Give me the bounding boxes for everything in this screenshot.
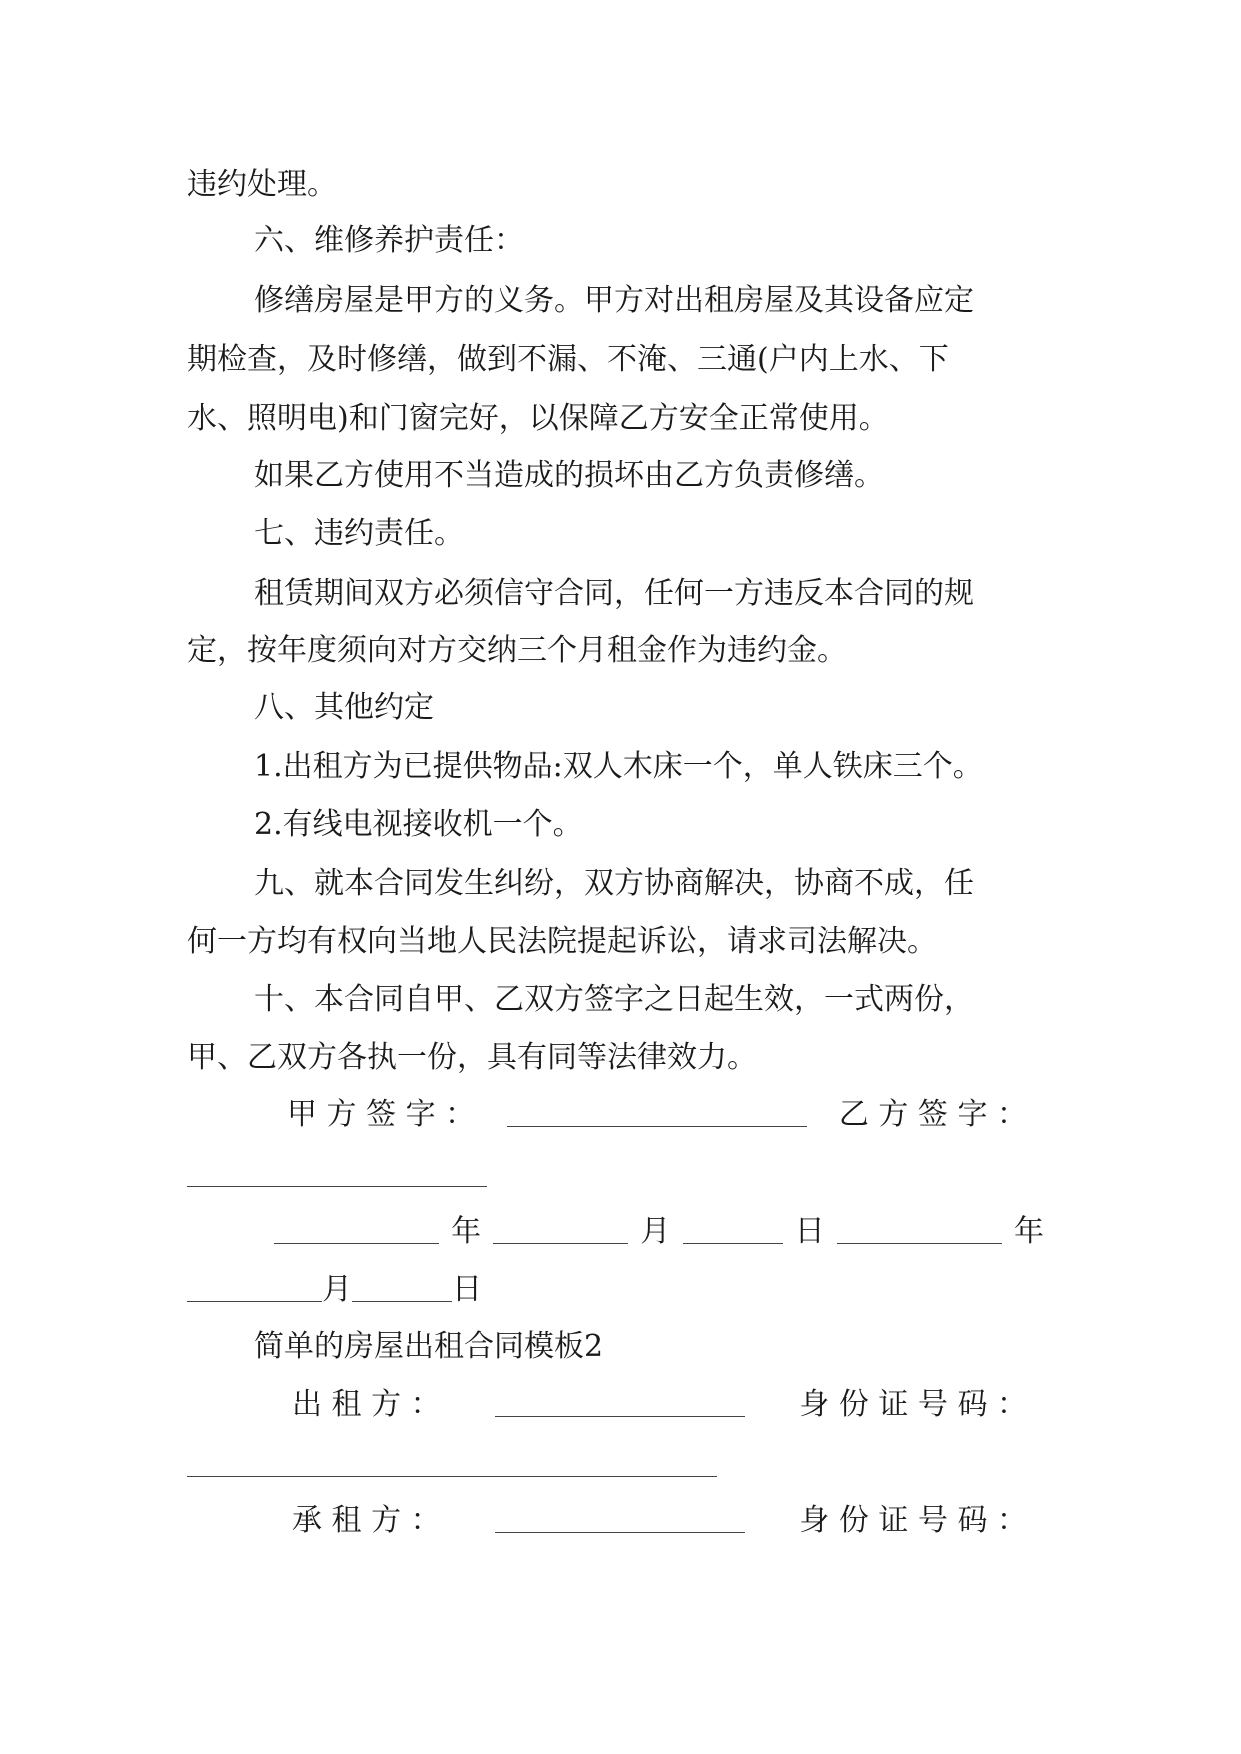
day-label: 日 — [452, 1272, 482, 1307]
party-b-month-blank — [187, 1301, 322, 1302]
paragraph-line: 期检查，及时修缮，做到不漏、不淹、三通(户内上水、下 — [187, 342, 949, 377]
signature-row — [287, 1097, 1027, 1132]
paragraph-line: 甲、乙双方各执一份，具有同等法律效力。 — [187, 1040, 757, 1075]
paragraph-line: 十、本合同自甲、乙双方签字之日起生效，一式两份， — [254, 982, 974, 1017]
party-a-signature-blank — [507, 1126, 807, 1127]
paragraph-line: 租赁期间双方必须信守合同，任何一方违反本合同的规 — [254, 576, 974, 611]
list-item: 2.有线电视接收机一个。 — [254, 807, 583, 842]
date-row-continuation — [187, 1272, 482, 1307]
year-label: 年 — [451, 1214, 482, 1249]
list-item: 1.出租方为已提供物品:双人木床一个，单人铁床三个。 — [254, 749, 983, 784]
lessee-id-label: 身 份 证 号 码 ： — [799, 1503, 1027, 1538]
lessor-id-label: 身 份 证 号 码 ： — [799, 1387, 1027, 1422]
paragraph-line: 定，按年度须向对方交纳三个月租金作为违约金。 — [187, 633, 847, 668]
party-a-month-blank — [493, 1243, 628, 1244]
paragraph-line: 修缮房屋是甲方的义务。甲方对出租房屋及其设备应定 — [254, 283, 974, 318]
party-a-year-blank — [274, 1243, 439, 1244]
date-row — [274, 1214, 1044, 1249]
section-heading-maintenance: 六、维修养护责任： — [254, 223, 524, 258]
paragraph-line: 九、就本合同发生纠纷，双方协商解决，协商不成，任 — [254, 866, 974, 901]
party-b-year-blank — [837, 1243, 1002, 1244]
party-a-signature-label: 甲 方 签 字 ： — [287, 1097, 476, 1132]
day-label: 日 — [794, 1214, 825, 1249]
paragraph-line: 水、照明电)和门窗完好，以保障乙方安全正常使用。 — [187, 401, 889, 436]
section-heading-other: 八、其他约定 — [254, 690, 434, 725]
template2-title: 简单的房屋出租合同模板2 — [254, 1329, 604, 1364]
paragraph-line: 何一方均有权向当地人民法院提起诉讼，请求司法解决。 — [187, 924, 937, 959]
lessor-id-blank — [187, 1476, 717, 1477]
lessee-label: 承 租 方 ： — [292, 1503, 441, 1538]
lessor-label: 出 租 方 ： — [292, 1387, 441, 1422]
party-a-day-blank — [683, 1243, 783, 1244]
lessor-name-blank — [495, 1416, 745, 1417]
lessee-row — [292, 1503, 1027, 1538]
section-heading-breach: 七、违约责任。 — [254, 516, 464, 551]
party-b-signature-label: 乙 方 签 字 ： — [838, 1097, 1027, 1132]
paragraph-line: 违约处理。 — [187, 167, 337, 202]
year-label: 年 — [1013, 1214, 1044, 1249]
lessor-row — [292, 1387, 1027, 1422]
month-label: 月 — [640, 1214, 671, 1249]
party-b-signature-blank — [187, 1186, 487, 1187]
month-label: 月 — [322, 1272, 352, 1307]
party-b-day-blank — [352, 1301, 452, 1302]
signature-row-continuation — [187, 1160, 487, 1190]
lessor-row-continuation — [187, 1450, 717, 1480]
lessee-name-blank — [495, 1532, 745, 1533]
paragraph-line: 如果乙方使用不当造成的损坏由乙方负责修缮。 — [254, 458, 884, 493]
